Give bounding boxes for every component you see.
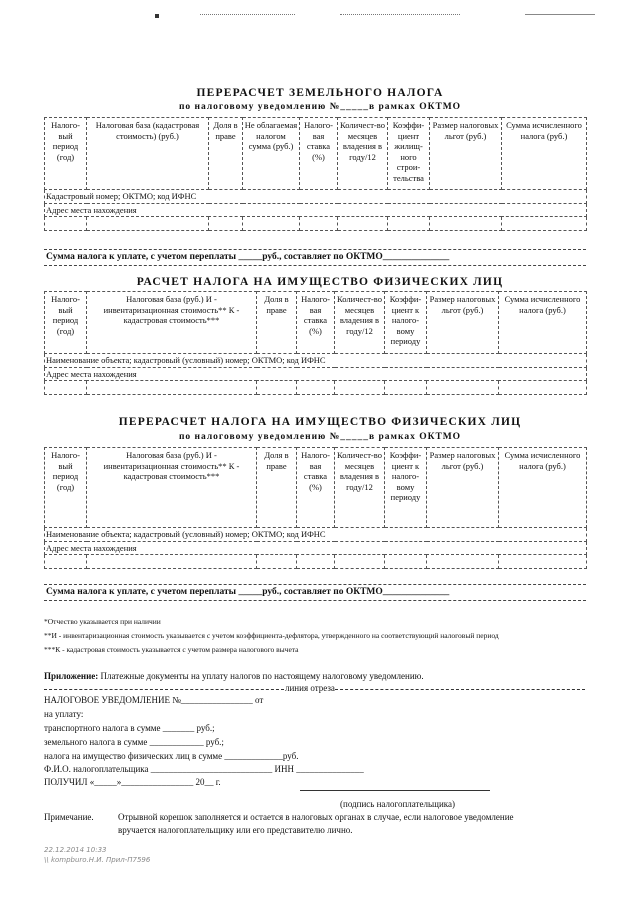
scan-mark [525,14,595,15]
data-cell [385,381,427,395]
appendix-label: Приложение: [44,671,99,681]
land-total: Сумма налога к уплате, с учетом переплаты _____руб., составляет по ОКТМО______________ [46,252,450,262]
footnote-3: ***К - кадастровая стоимость указывается с учетом размера налогового вычета [44,645,299,654]
property-recalc-table [44,447,587,569]
note-label: Примечание. [44,812,94,822]
signature-line [300,790,490,791]
data-cell [87,555,257,569]
cut-line-label: линия отреза [285,683,335,693]
header-cell: Доля в праве [209,118,243,190]
header-cell: Налого-вая ставка (%) [300,118,338,190]
header-cell: Налоговая база (руб.) И - инвентаризационная стоимость** К - кадастровая стоимость*** [87,292,257,354]
data-cell [338,217,388,231]
separator [44,265,586,266]
note-line-2: вручается налогоплательщику или его представителю лично. [118,825,353,835]
data-cell [297,555,335,569]
address-row: Адрес места нахождения [45,367,587,381]
data-cell [502,217,587,231]
scan-mark [340,14,460,15]
header-cell: Налоговая база (кадастровая стоимость) (руб.) [87,118,209,190]
data-cell [335,381,385,395]
data-cell [45,381,87,395]
header-cell: Налого-вый период (год) [45,292,87,354]
header-cell: Количест-во месяцев владения в году/12 [335,292,385,354]
data-cell [427,381,499,395]
header-cell: Налого-вая ставка (%) [297,292,335,354]
data-cell [499,381,587,395]
address-row: Адрес места нахождения [45,541,587,555]
header-cell: Размер налоговых льгот (руб.) [430,118,502,190]
object-row: Наименование объекта; кадастровый (условный) номер; ОКТМО; код ИФНС [45,354,587,368]
data-cell [87,217,209,231]
print-timestamp: 22.12.2014 10:33 [44,846,107,854]
footnote-2: **И - инвентаризационная стоимость указывается с учетом коэффициента-дефлятора, утвержденного на соответствующий налоговый период [44,631,499,640]
header-cell: Коэффи-циент жилищ-ного строи-тельства [388,118,430,190]
property-recalc-subtitle: по налоговому уведомлению №_____в рамках ОКТМО [178,432,462,442]
header-cell: Сумма исчисленного налога (руб.) [499,448,587,528]
stub-property: налога на имущество физических лиц в сумме _____________руб. [44,751,299,761]
scan-mark [155,14,159,18]
data-cell [257,555,297,569]
header-cell: Количест-во месяцев владения в году/12 [338,118,388,190]
appendix-text: Платежные документы на уплату налогов по настоящему налоговому уведомлению. [100,671,424,681]
stub-transport: транспортного налога в сумме _______ руб.; [44,723,215,733]
land-title: ПЕРЕРАСЧЕТ ЗЕМЕЛЬНОГО НАЛОГА [196,87,444,99]
data-cell [243,217,300,231]
data-cell [300,217,338,231]
separator [44,249,586,250]
header-cell: Сумма исчисленного налога (руб.) [502,118,587,190]
signature-label: (подпись налогоплательщика) [340,799,456,809]
print-path: \\ kompburo.H.И. Прил-П7596 [44,856,151,864]
land-subtitle: по налоговому уведомлению №_____в рамках ОКТМО [178,102,462,112]
data-cell [335,555,385,569]
data-cell [388,217,430,231]
land-table [44,117,587,231]
header-cell: Налого-вая ставка (%) [297,448,335,528]
separator [44,584,586,585]
header-cell: Налого-вый период (год) [45,448,87,528]
stub-received: ПОЛУЧИЛ «_____»________________ 20__ г. [44,777,221,787]
cut-line-left [44,689,284,690]
property-recalc-total: Сумма налога к уплате, с учетом переплаты _____руб., составляет по ОКТМО______________ [46,587,450,597]
header-cell: Размер налоговых льгот (руб.) [427,292,499,354]
data-cell [427,555,499,569]
stub-notice: НАЛОГОВОЕ УВЕДОМЛЕНИЕ №________________ от [44,695,264,705]
header-cell: Не облагаемая налогом сумма (руб.) [243,118,300,190]
data-cell [430,217,502,231]
data-cell [209,217,243,231]
stub-to-pay: на уплату: [44,709,84,719]
data-cell [297,381,335,395]
data-cell [45,555,87,569]
header-cell: Налоговая база (руб.) И - инвентаризационная стоимость** К - кадастровая стоимость*** [87,448,257,528]
header-cell: Доля в праве [257,448,297,528]
property-recalc-title: ПЕРЕРАСЧЕТ НАЛОГА НА ИМУЩЕСТВО ФИЗИЧЕСКИХ ЛИЦ [118,416,522,428]
header-cell: Доля в праве [257,292,297,354]
note-line-1: Отрывной корешок заполняется и остается в налоговых органах в случае, если налоговое уведомление [118,812,514,822]
separator [44,600,586,601]
appendix [44,671,424,681]
header-cell: Сумма исчисленного налога (руб.) [499,292,587,354]
data-cell [499,555,587,569]
header-cell: Размер налоговых льгот (руб.) [427,448,499,528]
header-cell: Коэффи-циент к налого-вому периоду [385,448,427,528]
data-cell [45,217,87,231]
stub-fio: Ф.И.О. налогоплательщика ___________________________ ИНН _______________ [44,764,364,774]
header-cell: Коэффи-циент к налого-вому периоду [385,292,427,354]
cadastral-row: Кадастровый номер; ОКТМО; код ИФНС [45,190,587,204]
data-cell [257,381,297,395]
property-table [44,291,587,395]
cut-line-right [335,689,585,690]
data-cell [385,555,427,569]
object-row: Наименование объекта; кадастровый (условный) номер; ОКТМО; код ИФНС [45,528,587,542]
address-row: Адрес места нахождения [45,203,587,217]
footnote-1: *Отчество указывается при наличии [44,617,161,626]
header-cell: Налого-вый период (год) [45,118,87,190]
header-cell: Количест-во месяцев владения в году/12 [335,448,385,528]
stub-land: земельного налога в сумме ____________ руб.; [44,737,224,747]
property-title: РАСЧЕТ НАЛОГА НА ИМУЩЕСТВО ФИЗИЧЕСКИХ ЛИЦ [136,276,504,288]
data-cell [87,381,257,395]
scan-mark [200,14,295,15]
